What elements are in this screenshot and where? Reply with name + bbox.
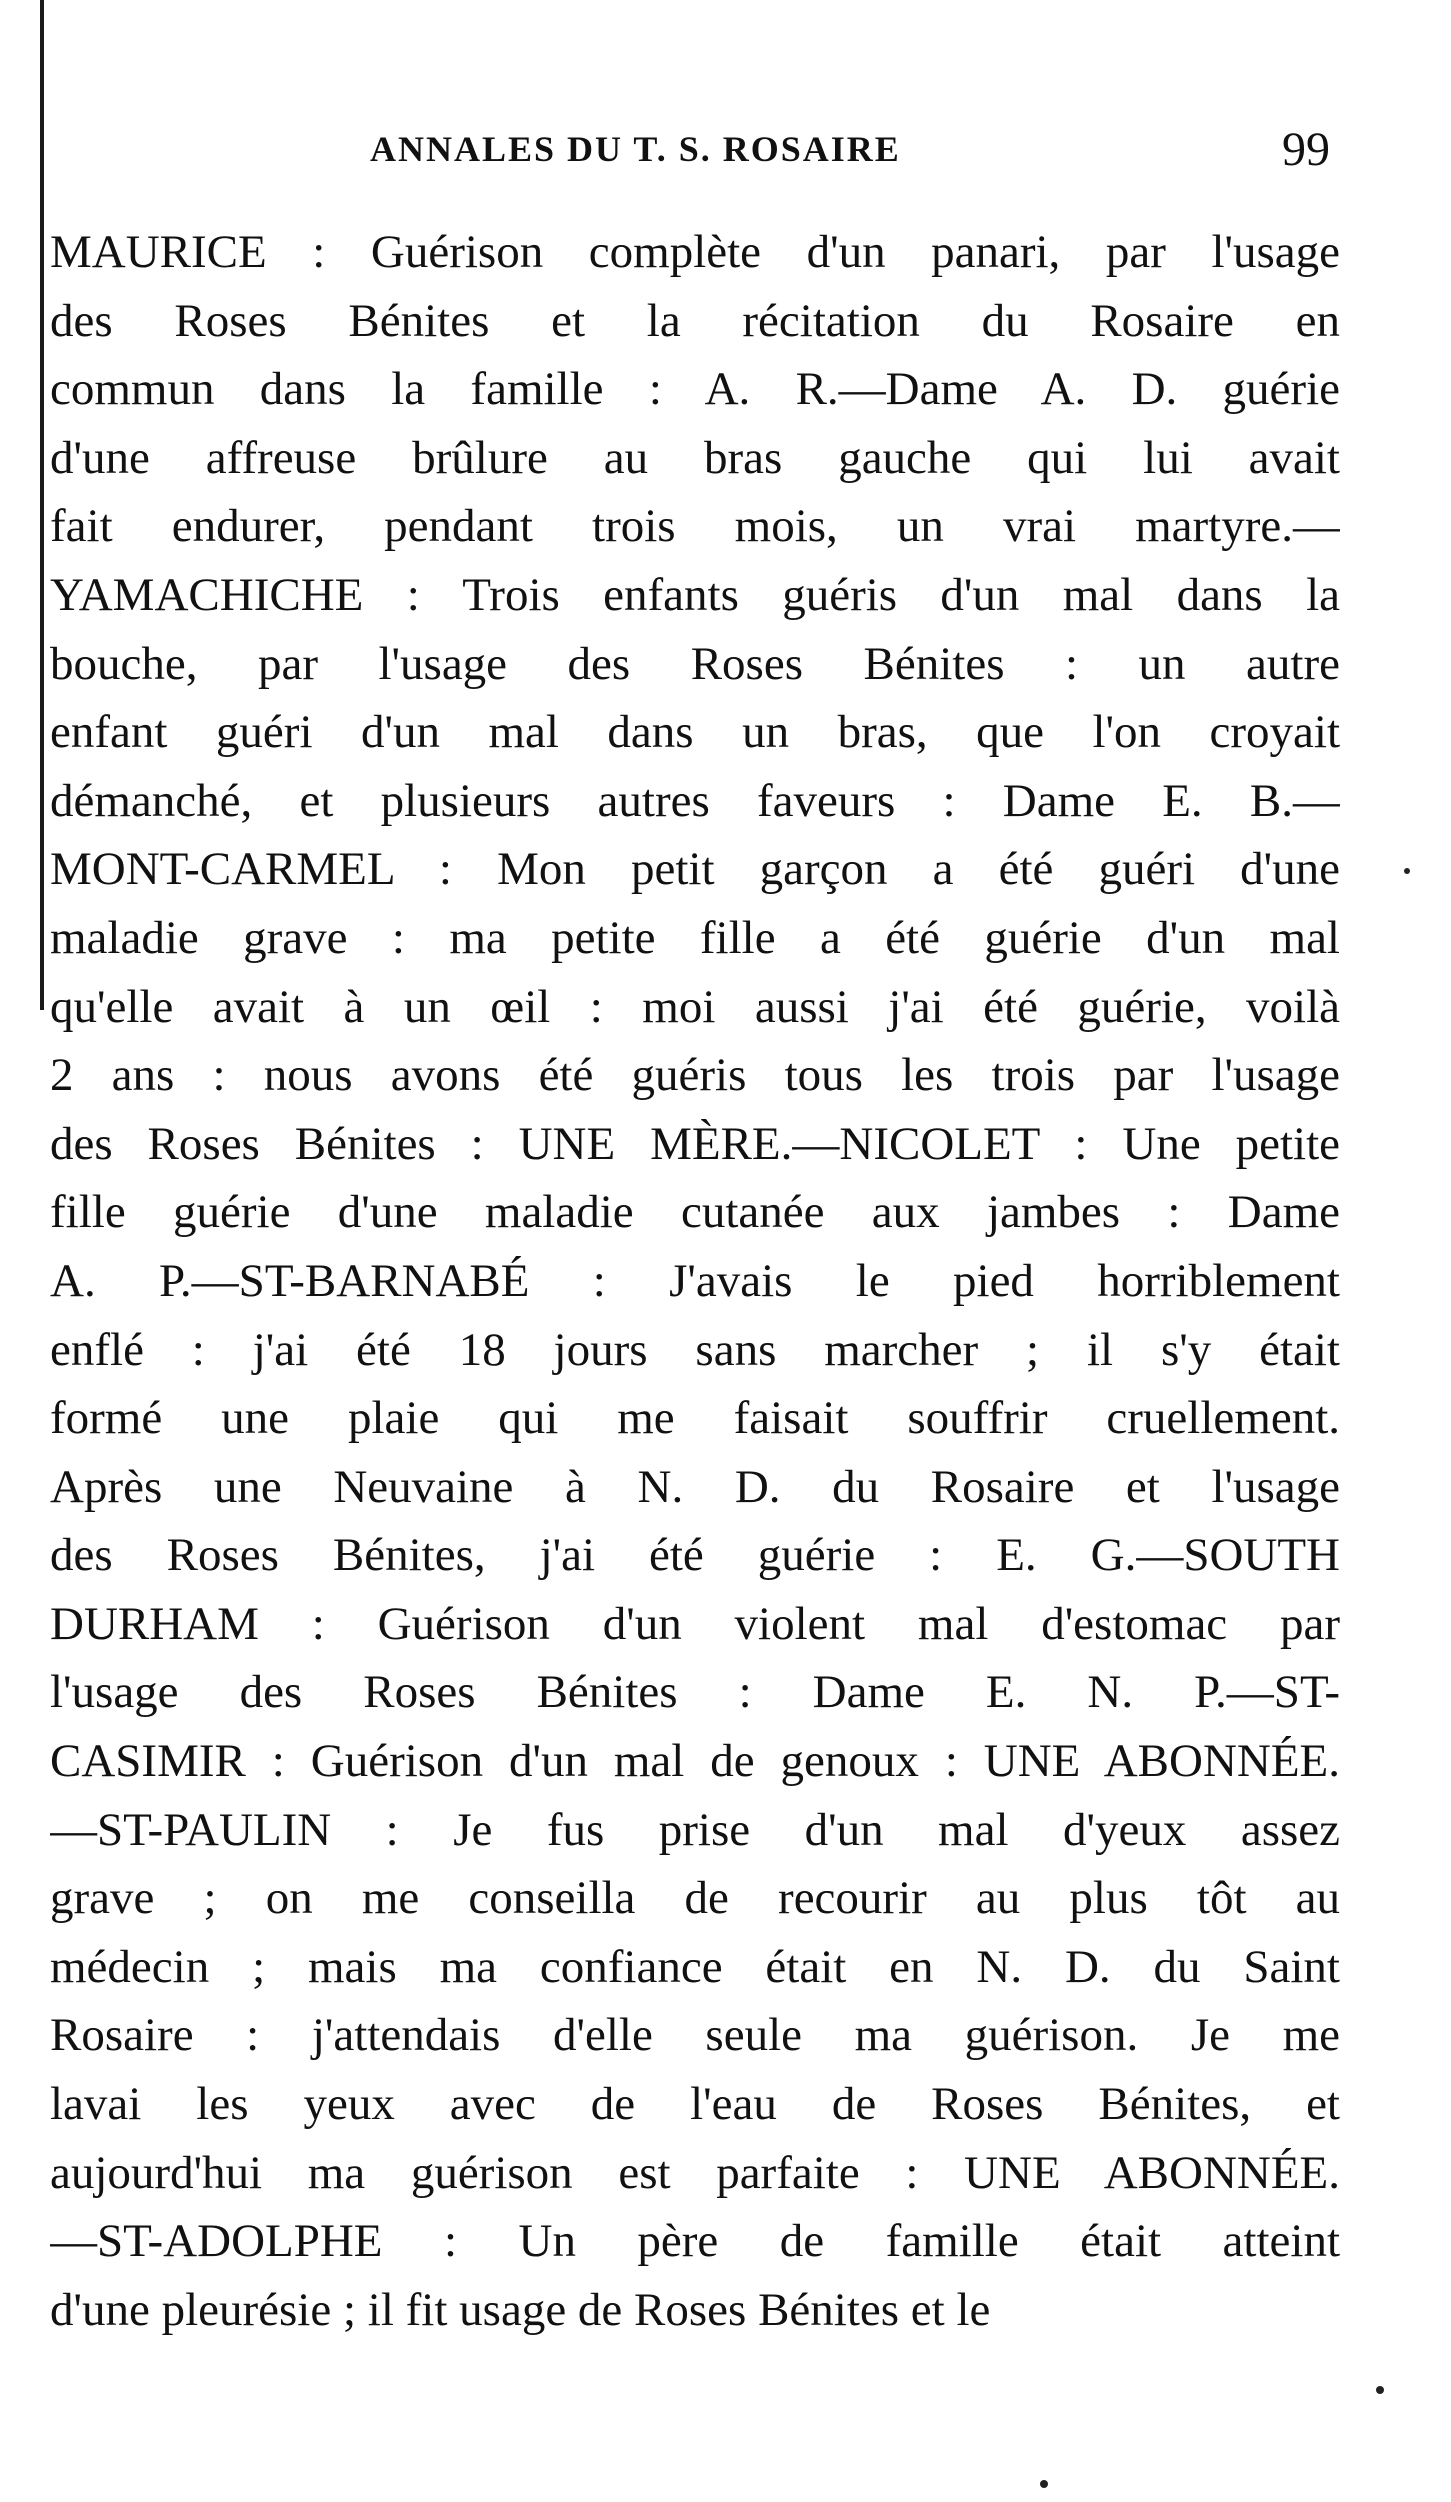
text-line: —ST-PAULIN : Je fus prise d'un mal d'yeux assez bbox=[50, 1803, 1340, 1856]
text-line: démanché, et plusieurs autres faveurs : Dame E. B.— bbox=[50, 774, 1340, 827]
ink-speck bbox=[1376, 2386, 1384, 2394]
text-line: des Roses Bénites, j'ai été guérie : E. G.—SOUTH bbox=[50, 1529, 1340, 1582]
text-line: enflé : j'ai été 18 jours sans marcher ; il s'y était bbox=[50, 1323, 1340, 1376]
text-line: Après une Neuvaine à N. D. du Rosaire et l'usage bbox=[50, 1460, 1340, 1513]
text-line: MAURICE : Guérison complète d'un panari, par l'usage bbox=[50, 226, 1340, 278]
text-line: d'une pleurésie ; il fit usage de Roses Bénites et le bbox=[50, 2283, 991, 2336]
text-line: d'une affreuse brûlure au bras gauche qui lui avait bbox=[50, 431, 1340, 484]
text-line: MONT-CARMEL : Mon petit garçon a été guéri d'une bbox=[50, 843, 1340, 896]
text-line: des Roses Bénites : UNE MÈRE.—NICOLET : Une petite bbox=[50, 1117, 1340, 1170]
ink-speck bbox=[1040, 2480, 1048, 2488]
page-number: 99 bbox=[1282, 123, 1330, 176]
page-margin-rule bbox=[40, 0, 44, 1010]
text-line: aujourd'hui ma guérison est parfaite : UNE ABONNÉE. bbox=[50, 2146, 1340, 2199]
text-line: 2 ans : nous avons été guéris tous les trois par l'usage bbox=[50, 1049, 1340, 1102]
ink-speck bbox=[1404, 868, 1410, 874]
text-line: grave ; on me conseilla de recourir au plus tôt au bbox=[50, 1872, 1340, 1925]
text-line: des Roses Bénites et la récitation du Rosaire en bbox=[50, 294, 1340, 347]
text-line: médecin ; mais ma confiance était en N. D. du Saint bbox=[50, 1940, 1340, 1993]
running-head: ANNALES DU T. S. ROSAIRE bbox=[370, 129, 901, 169]
text-line: enfant guéri d'un mal dans un bras, que l'on croyait bbox=[50, 706, 1340, 759]
text-line: A. P.—ST-BARNABÉ : J'avais le pied horriblement bbox=[50, 1254, 1340, 1307]
text-line: qu'elle avait à un œil : moi aussi j'ai été guérie, voilà bbox=[50, 980, 1340, 1033]
text-line: DURHAM : Guérison d'un violent mal d'estomac par bbox=[50, 1597, 1340, 1650]
page-header bbox=[370, 122, 1330, 182]
text-line: YAMACHICHE : Trois enfants guéris d'un mal dans la bbox=[50, 568, 1340, 621]
text-line: lavai les yeux avec de l'eau de Roses Bénites, et bbox=[50, 2078, 1340, 2131]
text-line: fille guérie d'une maladie cutanée aux jambes : Dame bbox=[50, 1186, 1340, 1239]
text-line: formé une plaie qui me faisait souffrir cruellement. bbox=[50, 1392, 1340, 1445]
text-line: bouche, par l'usage des Roses Bénites : un autre bbox=[50, 637, 1340, 690]
text-line: maladie grave : ma petite fille a été guérie d'un mal bbox=[50, 911, 1340, 964]
text-line: CASIMIR : Guérison d'un mal de genoux : UNE ABONNÉE. bbox=[50, 1735, 1340, 1788]
text-line: l'usage des Roses Bénites : Dame E. N. P.—ST- bbox=[50, 1666, 1340, 1719]
text-line: Rosaire : j'attendais d'elle seule ma guérison. Je me bbox=[50, 2009, 1340, 2062]
text-line: commun dans la famille : A. R.—Dame A. D. guérie bbox=[50, 363, 1340, 416]
body-text bbox=[50, 218, 1340, 2344]
text-line: —ST-ADOLPHE : Un père de famille était atteint bbox=[50, 2215, 1340, 2268]
text-line: fait endurer, pendant trois mois, un vrai martyre.— bbox=[50, 500, 1340, 553]
